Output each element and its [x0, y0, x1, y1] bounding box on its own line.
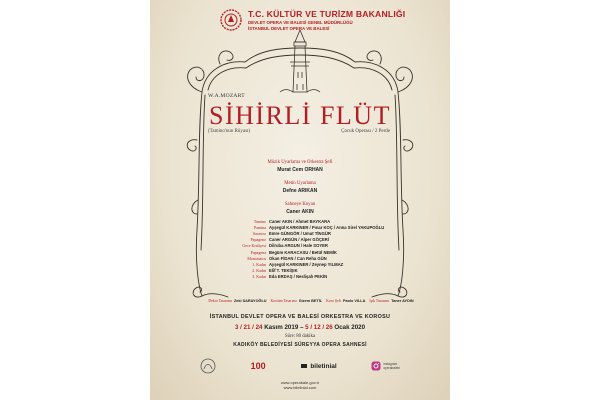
directorate-name: DEVLET OPERA VE BALESİ GENEL MÜDÜRLÜĞÜ: [248, 20, 353, 25]
cast-role: Pamina: [254, 224, 266, 230]
website-link[interactable]: www.operabale.gov.tr: [280, 380, 320, 385]
cast-role: Papagena: [250, 249, 266, 255]
crew-role: Dekor Tasarımı: [208, 299, 232, 303]
ministry-header: [248, 9, 418, 31]
crew-name: Zeki SARAYOĞLU: [233, 299, 267, 303]
credit-name: Defne ARIKAN: [282, 188, 318, 194]
instagram-handle: operabalebi: [383, 366, 400, 370]
opera-title: SİHİRLİ FLÜT: [209, 101, 391, 130]
opera-genre: Çocuk Operası / 2 Perde: [341, 129, 390, 134]
dates-second-days: 5 / 12 / 26: [305, 324, 333, 331]
crew-role: Kostüm Tasarımı: [270, 299, 297, 303]
anniversary-number: 100: [250, 361, 266, 371]
credit-name: Caner AKIN: [286, 209, 314, 215]
cast-role: 3. Kadın: [252, 274, 266, 280]
ministry-emblem-icon: [220, 9, 242, 31]
cast-role: Gece Kraliçesi: [242, 243, 266, 249]
crew-name: Gizem BETİL: [298, 299, 323, 303]
crew-name: Taner AYDIN: [391, 299, 414, 303]
crew-item: [326, 299, 365, 303]
cast-names: Ayşegül KARKINER / Zeynep YILMAZ: [269, 261, 344, 267]
poster: [150, 0, 450, 400]
cast-names: Caner AKIN / Ahmet BAYKARA: [269, 218, 331, 224]
cast-names: Caner ARGÜN / Alper GÖÇERİ: [269, 237, 329, 243]
cast-role: Sarastro: [252, 230, 266, 236]
cast-names: Elif T. TEKİŞIK: [269, 268, 298, 274]
cast-role: Tamino: [253, 218, 266, 224]
dates-first-days: 3 / 21 / 24: [234, 324, 263, 331]
cast-names: Emre GÜNGÖR / Umut TİNGÜR: [269, 230, 331, 236]
cast-role: Monostatos: [247, 255, 266, 261]
biletinial-logo: [300, 362, 336, 370]
crew-item: [369, 299, 413, 303]
credit-name: Murat Cem ORHAN: [277, 167, 323, 173]
dates-first-month: Kasım 2019 –: [264, 324, 304, 331]
crew-role: Koro Şefi: [326, 299, 341, 303]
cast-row: [218, 274, 388, 280]
sponsor-logos: [200, 357, 400, 375]
venue: KADIKÖY BELEDİYESİ SÜREYYA OPERA SAHNESİ: [233, 342, 367, 348]
crew-item: [271, 299, 323, 303]
cast-role: 2. Kadın: [252, 268, 266, 274]
instagram-text: [383, 362, 400, 370]
website-link[interactable]: www.biletinial.com: [283, 385, 317, 390]
opera-subtitle: (Tamino'nun Rüyası): [208, 129, 251, 134]
performance-dates: [150, 324, 450, 331]
cast-role: Papageno: [250, 237, 266, 243]
cast-list: [218, 218, 388, 280]
anniversary-logo: [251, 361, 266, 371]
ticketing-name: biletinial: [310, 362, 337, 370]
company-name: İSTANBUL DEVLET OPERA VE BALESİ: [248, 25, 330, 31]
ornamental-frame: [150, 0, 450, 400]
cast-names: Ayşegül KARKINER / Pınar KOÇ / Anna Sirel YAKUPOĞLU: [269, 224, 385, 230]
credit-role: Müzik Uyarlama ve Orkestra Şefi: [267, 160, 333, 165]
instagram-icon: [371, 361, 381, 371]
cast-names: Dilruba ARGUN / Hale SOYER: [269, 243, 328, 249]
instagram-link[interactable]: [371, 361, 400, 371]
cast-role: 1. Kadın: [252, 261, 266, 267]
crew-item: [208, 299, 266, 303]
ticket-icon: [300, 362, 308, 370]
instagram-label: instagram: [383, 362, 398, 366]
dobgm-logo-icon: [200, 358, 216, 374]
dates-second-month: Ocak 2020: [334, 324, 366, 331]
crew-role: Işık Tasarımı: [369, 299, 390, 303]
cast-names: Eda ERDAŞ / Neslişah PEKİN: [269, 274, 328, 280]
crew-name: Paolo VILLA: [342, 299, 366, 303]
credit-role: Sahneye Koyan: [284, 202, 316, 207]
cast-row: [218, 224, 388, 230]
galata-tower-illustration: [280, 30, 320, 92]
credit-role: Metin Uyarlama: [284, 181, 316, 186]
crew-credits: [206, 299, 416, 303]
orchestra-line: İSTANBUL DEVLET OPERA VE BALESİ ORKESTRA VE KOROSU: [209, 314, 391, 320]
websites: [150, 380, 450, 390]
cast-names: Begüm KARACASU / Betül NEMİK: [269, 249, 337, 255]
composer: W.A.MOZART: [208, 93, 245, 99]
duration: Süre: 80 dakika: [284, 334, 316, 339]
cast-names: Okan FİDAN / Can Reha GÜN: [269, 255, 327, 261]
ministry-name: T.C. KÜLTÜR VE TURİZM BAKANLIĞI: [248, 9, 406, 19]
